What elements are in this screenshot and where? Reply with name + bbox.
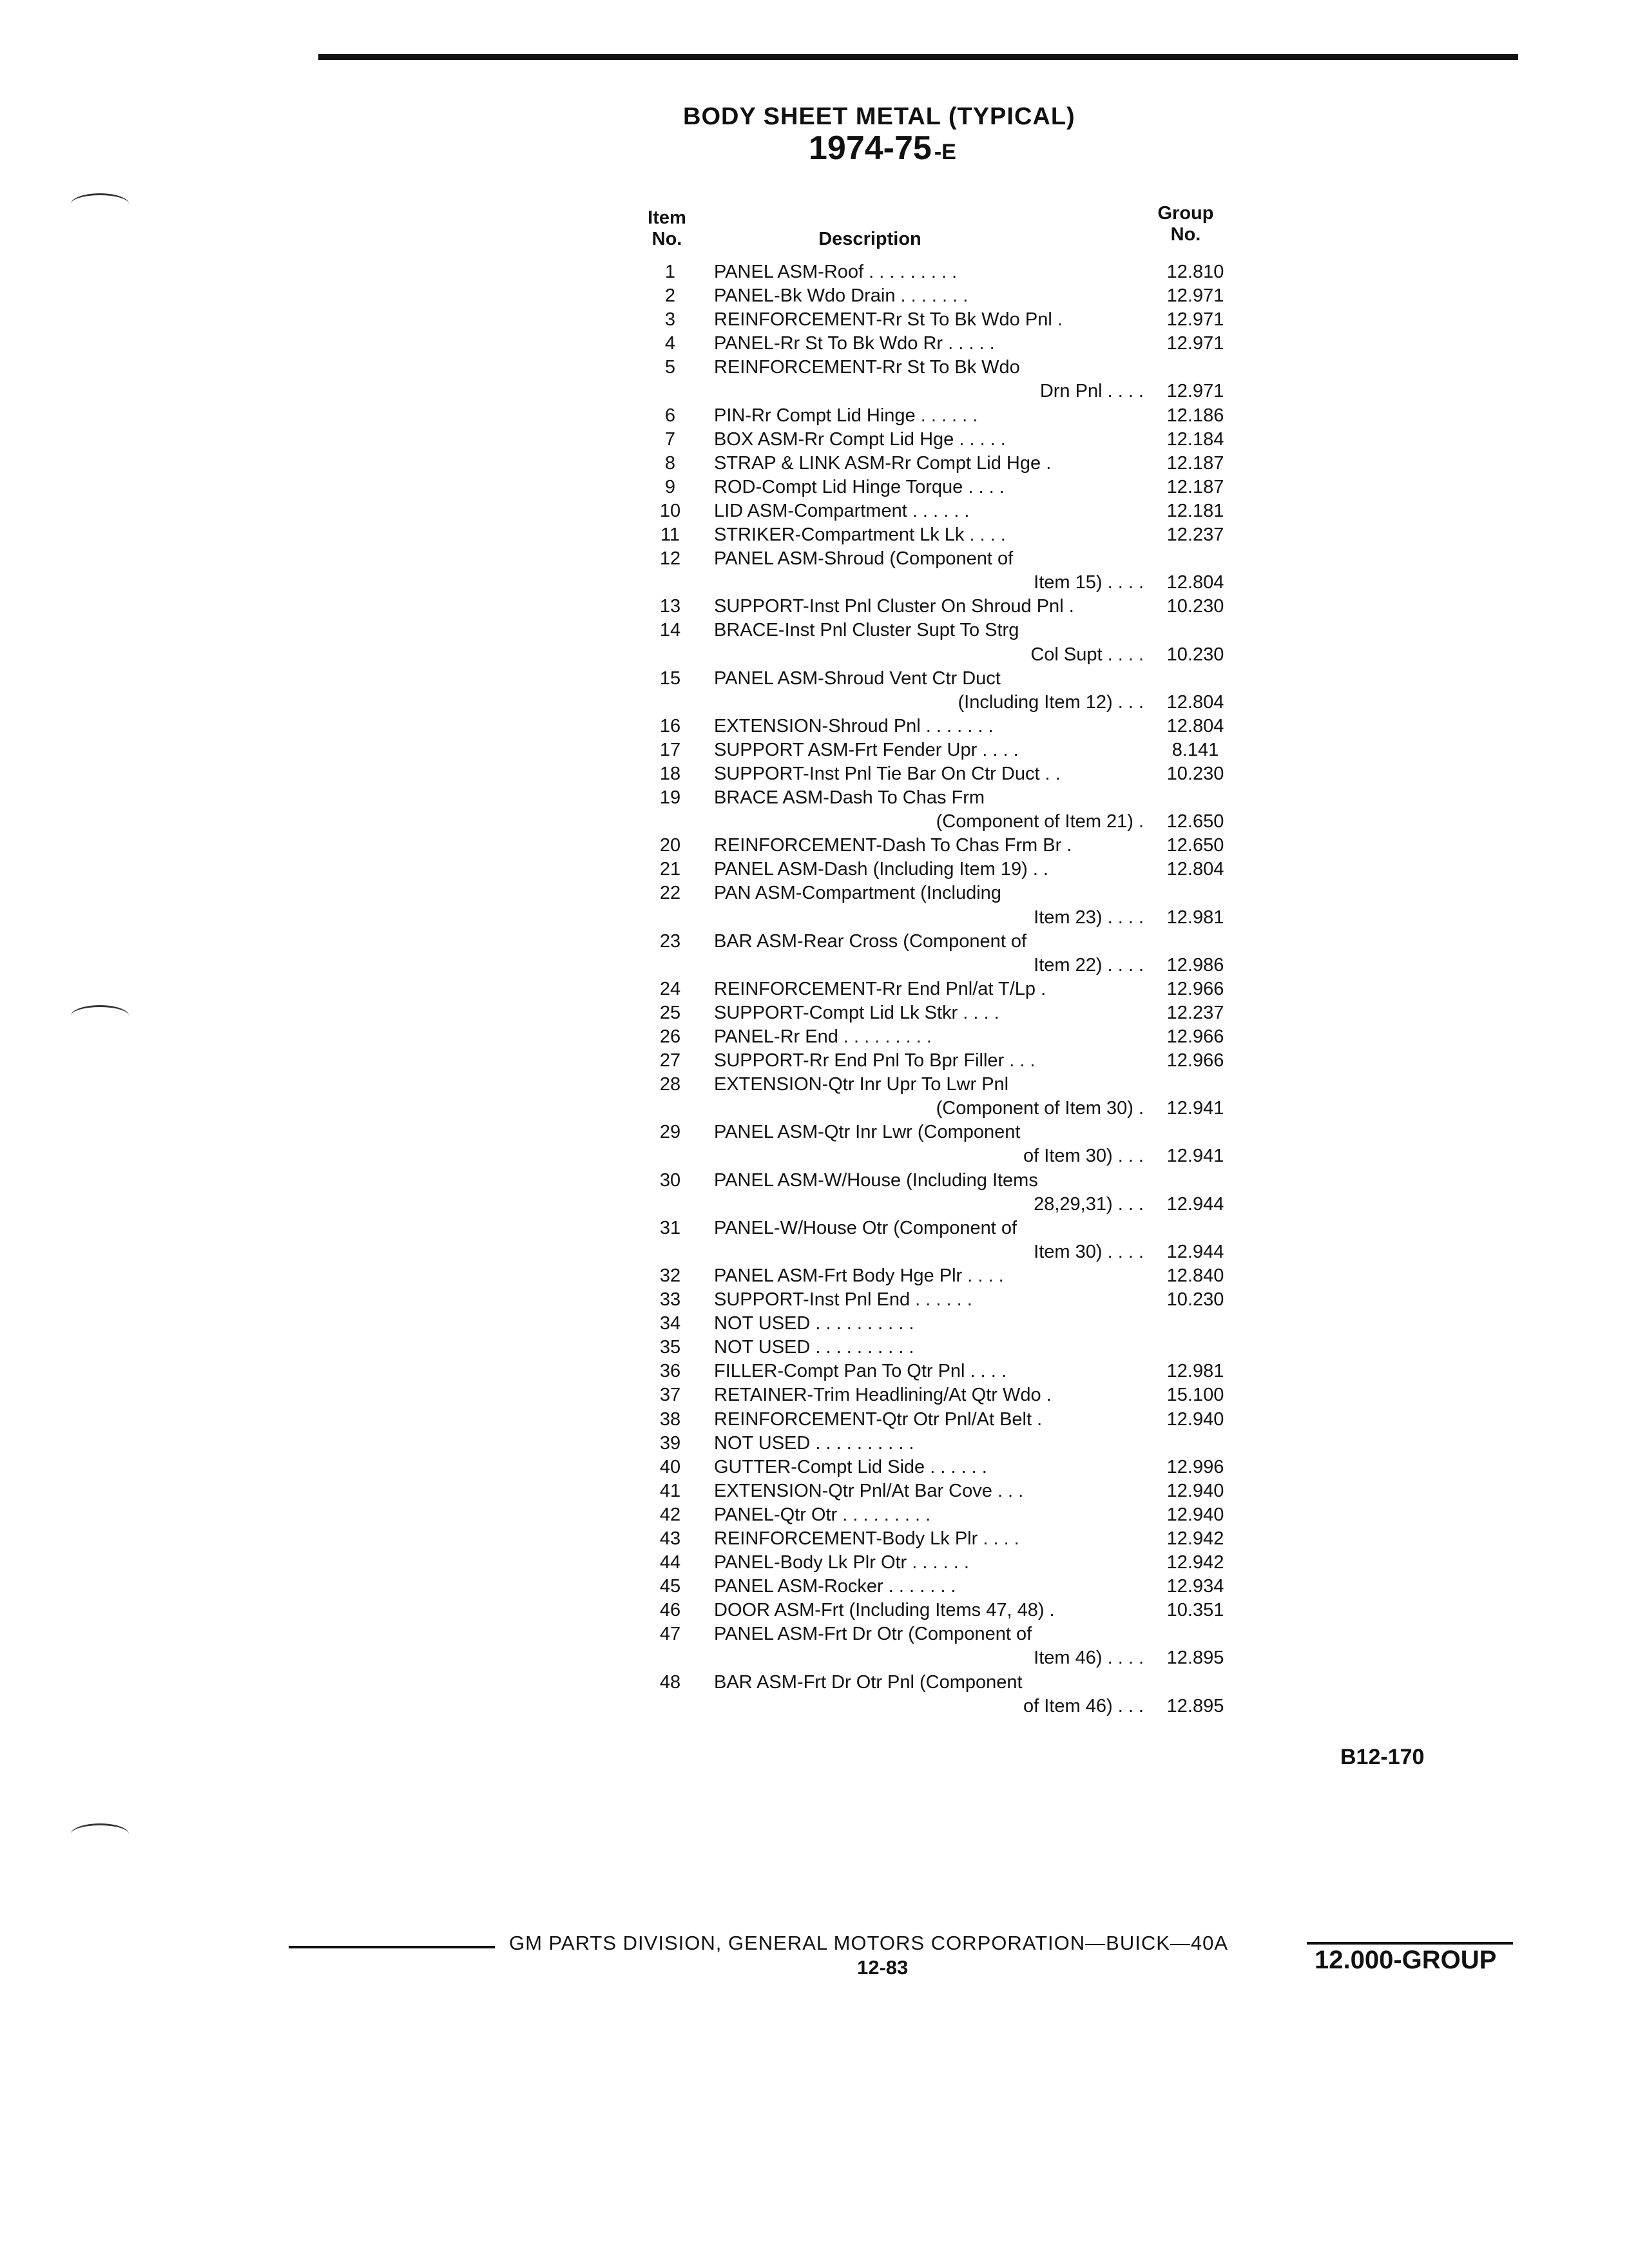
item-description: PANEL ASM-Frt Dr Otr (Component of bbox=[714, 1624, 1032, 1645]
item-number: 47 bbox=[659, 1624, 681, 1645]
list-item bbox=[644, 691, 1263, 715]
group-number: 12.966 bbox=[1166, 978, 1224, 999]
item-description: PANEL-Rr End . . . . . . . . . bbox=[714, 1026, 932, 1047]
group-number: 12.237 bbox=[1166, 1002, 1224, 1023]
list-item bbox=[644, 1240, 1263, 1264]
item-number: 36 bbox=[659, 1361, 681, 1382]
group-number: 12.940 bbox=[1166, 1504, 1224, 1525]
group-number: 12.181 bbox=[1166, 500, 1224, 521]
group-number: 12.804 bbox=[1166, 691, 1224, 713]
list-item bbox=[644, 738, 1263, 762]
item-description: NOT USED . . . . . . . . . . bbox=[714, 1313, 914, 1334]
item-number: 6 bbox=[664, 405, 676, 426]
item-number: 12 bbox=[659, 548, 681, 570]
item-description: of Item 30) . . . bbox=[1023, 1146, 1144, 1167]
list-item bbox=[644, 1001, 1263, 1025]
item-description: (Component of Item 21) . bbox=[936, 811, 1144, 832]
item-description: EXTENSION-Qtr Pnl/At Bar Cove . . . bbox=[714, 1480, 1024, 1501]
item-number: 15 bbox=[659, 668, 681, 689]
item-number: 44 bbox=[659, 1552, 681, 1573]
item-number: 48 bbox=[659, 1671, 681, 1693]
list-item bbox=[644, 1360, 1263, 1383]
list-item bbox=[644, 881, 1263, 905]
item-number: 28 bbox=[659, 1074, 681, 1095]
list-item bbox=[644, 428, 1263, 452]
item-description: PAN ASM-Compartment (Including bbox=[714, 883, 1001, 904]
list-item bbox=[644, 906, 1263, 930]
group-number: 12.650 bbox=[1166, 835, 1224, 856]
item-description: NOT USED . . . . . . . . . . bbox=[714, 1432, 914, 1454]
item-number: 16 bbox=[659, 715, 681, 736]
item-description: Col Supt . . . . bbox=[1030, 644, 1144, 665]
group-number: 12.942 bbox=[1166, 1552, 1224, 1573]
list-item bbox=[644, 1120, 1263, 1144]
item-number: 22 bbox=[659, 883, 681, 904]
item-no-header: Item No. bbox=[648, 207, 686, 249]
item-number: 8 bbox=[664, 452, 676, 474]
group-number: 12.981 bbox=[1166, 907, 1224, 928]
item-number: 5 bbox=[664, 357, 676, 378]
list-item bbox=[644, 1432, 1263, 1456]
item-number: 13 bbox=[659, 596, 681, 617]
item-description: REINFORCEMENT-Qtr Otr Pnl/At Belt . bbox=[714, 1408, 1043, 1430]
item-description: 28,29,31) . . . bbox=[1034, 1193, 1144, 1215]
page-title: BODY SHEET METAL (TYPICAL) bbox=[683, 103, 1075, 130]
item-description: SUPPORT-Compt Lid Lk Stkr . . . . bbox=[714, 1002, 999, 1023]
list-item bbox=[644, 1288, 1263, 1312]
list-item bbox=[644, 1144, 1263, 1168]
group-number: 12.981 bbox=[1166, 1361, 1224, 1382]
item-description: PANEL ASM-W/House (Including Items bbox=[714, 1169, 1038, 1191]
group-number: 12.184 bbox=[1166, 428, 1224, 450]
item-number: 7 bbox=[664, 428, 676, 450]
footer-rule-right bbox=[1307, 1942, 1513, 1945]
item-description: SUPPORT-Inst Pnl Cluster On Shroud Pnl . bbox=[714, 596, 1074, 617]
list-item bbox=[644, 332, 1263, 356]
item-description: PANEL-Qtr Otr . . . . . . . . . bbox=[714, 1504, 931, 1525]
item-description: BAR ASM-Frt Dr Otr Pnl (Component bbox=[714, 1671, 1023, 1693]
group-number: 12.186 bbox=[1166, 405, 1224, 426]
list-item bbox=[644, 1216, 1263, 1240]
subtitle-suffix: -E bbox=[934, 140, 956, 164]
item-description: Item 46) . . . . bbox=[1034, 1648, 1144, 1669]
item-description: PANEL ASM-Roof . . . . . . . . . bbox=[714, 262, 958, 282]
list-item bbox=[644, 1025, 1263, 1049]
item-number: 11 bbox=[660, 524, 680, 546]
group-number: 12.944 bbox=[1166, 1241, 1224, 1262]
item-description: SUPPORT-Inst Pnl End . . . . . . bbox=[714, 1289, 972, 1311]
list-item bbox=[644, 667, 1263, 691]
item-number: 10 bbox=[659, 500, 681, 521]
item-description: Item 22) . . . . bbox=[1034, 954, 1144, 975]
footer-rule-left bbox=[289, 1946, 495, 1948]
group-number: 10.230 bbox=[1166, 763, 1224, 784]
group-number: 12.187 bbox=[1166, 452, 1224, 474]
group-number: 12.971 bbox=[1166, 309, 1224, 331]
item-description: BAR ASM-Rear Cross (Component of bbox=[714, 930, 1027, 952]
item-number: 3 bbox=[664, 309, 676, 331]
group-number: 12.810 bbox=[1166, 262, 1224, 282]
group-number: 12.940 bbox=[1166, 1408, 1224, 1430]
list-item bbox=[644, 834, 1263, 858]
list-item bbox=[644, 643, 1263, 667]
list-item bbox=[644, 523, 1263, 547]
item-description: STRIKER-Compartment Lk Lk . . . . bbox=[714, 524, 1006, 546]
item-number: 2 bbox=[664, 285, 676, 307]
group-number: 12.986 bbox=[1166, 954, 1224, 975]
list-item bbox=[644, 1049, 1263, 1073]
binder-mark bbox=[71, 1005, 129, 1026]
item-number: 33 bbox=[659, 1289, 681, 1311]
item-description: RETAINER-Trim Headlining/At Qtr Wdo . bbox=[714, 1385, 1052, 1406]
item-description: PANEL-Rr St To Bk Wdo Rr . . . . . bbox=[714, 333, 995, 354]
list-item bbox=[644, 1193, 1263, 1216]
item-description: BOX ASM-Rr Compt Lid Hge . . . . . bbox=[714, 428, 1006, 450]
item-description: REINFORCEMENT-Dash To Chas Frm Br . bbox=[714, 835, 1072, 856]
list-item bbox=[644, 284, 1263, 308]
group-number: 12.804 bbox=[1166, 859, 1224, 880]
list-item bbox=[644, 1097, 1263, 1120]
item-description: GUTTER-Compt Lid Side . . . . . . bbox=[714, 1456, 987, 1477]
item-description: NOT USED . . . . . . . . . . bbox=[714, 1337, 914, 1358]
list-item bbox=[644, 1503, 1263, 1527]
year-range: 1974-75 bbox=[809, 130, 932, 167]
item-number: 39 bbox=[659, 1432, 681, 1454]
item-number: 27 bbox=[659, 1050, 681, 1072]
item-description: PANEL ASM-Shroud Vent Ctr Duct bbox=[714, 668, 1001, 689]
group-number: 12.650 bbox=[1166, 811, 1224, 832]
group-number: 12.804 bbox=[1166, 572, 1224, 593]
list-item bbox=[644, 1599, 1263, 1622]
item-description: (Including Item 12) . . . bbox=[958, 691, 1144, 713]
list-item bbox=[644, 1646, 1263, 1670]
item-description: Item 30) . . . . bbox=[1034, 1241, 1144, 1262]
top-rule bbox=[318, 54, 1518, 60]
list-item bbox=[644, 547, 1263, 571]
list-item bbox=[644, 1479, 1263, 1503]
item-description: PANEL ASM-Dash (Including Item 19) . . bbox=[714, 859, 1048, 880]
list-item bbox=[644, 977, 1263, 1001]
list-item bbox=[644, 619, 1263, 642]
group-number: 8.141 bbox=[1171, 739, 1219, 760]
list-item bbox=[644, 499, 1263, 523]
item-number: 26 bbox=[659, 1026, 681, 1047]
item-description: DOOR ASM-Frt (Including Items 47, 48) . bbox=[714, 1600, 1055, 1621]
item-description: SUPPORT-Rr End Pnl To Bpr Filler . . . bbox=[714, 1050, 1036, 1072]
item-description: BRACE-Inst Pnl Cluster Supt To Strg bbox=[714, 620, 1019, 641]
group-label: 12.000-GROUP bbox=[1315, 1946, 1497, 1974]
item-number: 34 bbox=[659, 1313, 681, 1334]
list-item bbox=[644, 404, 1263, 428]
item-number: 24 bbox=[659, 978, 681, 999]
list-item bbox=[644, 1622, 1263, 1646]
group-number: 12.941 bbox=[1166, 1098, 1224, 1119]
list-item bbox=[644, 1408, 1263, 1432]
illustration-code: B12-170 bbox=[1340, 1745, 1425, 1769]
list-item bbox=[644, 1527, 1263, 1551]
group-number: 12.940 bbox=[1166, 1480, 1224, 1501]
item-number: 38 bbox=[659, 1408, 681, 1430]
list-item bbox=[644, 786, 1263, 810]
item-number: 25 bbox=[659, 1002, 681, 1023]
list-item bbox=[644, 1073, 1263, 1097]
list-item bbox=[644, 1264, 1263, 1288]
group-number: 15.100 bbox=[1166, 1385, 1224, 1406]
item-description: PANEL ASM-Rocker . . . . . . . bbox=[714, 1576, 956, 1597]
list-item bbox=[644, 452, 1263, 476]
list-item bbox=[644, 1169, 1263, 1193]
group-number: 12.804 bbox=[1166, 715, 1224, 736]
item-number: 42 bbox=[659, 1504, 681, 1525]
item-number: 32 bbox=[659, 1265, 681, 1286]
list-item bbox=[644, 260, 1263, 284]
group-number: 10.351 bbox=[1166, 1600, 1224, 1621]
list-item bbox=[644, 1671, 1263, 1695]
group-number: 12.971 bbox=[1166, 333, 1224, 354]
list-item bbox=[644, 571, 1263, 595]
list-item bbox=[644, 715, 1263, 738]
item-number: 45 bbox=[659, 1576, 681, 1597]
item-description: Item 23) . . . . bbox=[1034, 907, 1144, 928]
item-description: PANEL ASM-Shroud (Component of bbox=[714, 548, 1014, 570]
item-description: PANEL-Bk Wdo Drain . . . . . . . bbox=[714, 285, 969, 307]
description-header: Description bbox=[818, 229, 921, 249]
group-number: 12.187 bbox=[1166, 476, 1224, 497]
item-description: FILLER-Compt Pan To Qtr Pnl . . . . bbox=[714, 1361, 1007, 1382]
item-description: ROD-Compt Lid Hinge Torque . . . . bbox=[714, 476, 1005, 497]
list-item bbox=[644, 1336, 1263, 1360]
list-item bbox=[644, 762, 1263, 786]
group-number: 12.895 bbox=[1166, 1648, 1224, 1669]
item-number: 41 bbox=[659, 1480, 681, 1501]
item-number: 30 bbox=[659, 1169, 681, 1191]
item-description: STRAP & LINK ASM-Rr Compt Lid Hge . bbox=[714, 452, 1052, 474]
group-no-header: Group No. bbox=[1157, 203, 1214, 245]
group-number: 12.966 bbox=[1166, 1026, 1224, 1047]
item-number: 19 bbox=[659, 787, 681, 809]
group-number: 12.944 bbox=[1166, 1193, 1224, 1215]
page-number: 12-83 bbox=[857, 1956, 909, 1979]
item-number: 9 bbox=[664, 476, 676, 497]
footer-text: GM PARTS DIVISION, GENERAL MOTORS CORPORATION—BUICK—40A bbox=[509, 1932, 1229, 1954]
item-number: 40 bbox=[659, 1456, 681, 1477]
item-number: 29 bbox=[659, 1122, 681, 1143]
item-number: 31 bbox=[659, 1217, 681, 1238]
group-number: 12.934 bbox=[1166, 1576, 1224, 1597]
item-number: 35 bbox=[659, 1337, 681, 1358]
list-item bbox=[644, 1575, 1263, 1599]
item-number: 4 bbox=[664, 333, 676, 354]
page-subtitle bbox=[809, 129, 956, 168]
binder-mark bbox=[71, 193, 129, 215]
group-number: 10.230 bbox=[1166, 644, 1224, 665]
list-item bbox=[644, 308, 1263, 332]
item-number: 20 bbox=[659, 835, 681, 856]
group-number: 12.840 bbox=[1166, 1265, 1224, 1286]
item-description: BRACE ASM-Dash To Chas Frm bbox=[714, 787, 985, 809]
list-item bbox=[644, 810, 1263, 834]
item-number: 17 bbox=[659, 739, 681, 760]
parts-list bbox=[644, 260, 1263, 1718]
item-description: Drn Pnl . . . . bbox=[1039, 381, 1144, 402]
list-item bbox=[644, 858, 1263, 881]
item-description: EXTENSION-Qtr Inr Upr To Lwr Pnl bbox=[714, 1074, 1009, 1095]
item-number: 1 bbox=[664, 262, 676, 282]
item-description: PIN-Rr Compt Lid Hinge . . . . . . bbox=[714, 405, 978, 426]
list-item bbox=[644, 1383, 1263, 1407]
item-description: REINFORCEMENT-Rr St To Bk Wdo Pnl . bbox=[714, 309, 1063, 331]
group-number: 12.895 bbox=[1166, 1695, 1224, 1716]
item-number: 43 bbox=[659, 1528, 681, 1549]
item-description: SUPPORT-Inst Pnl Tie Bar On Ctr Duct . . bbox=[714, 763, 1061, 784]
list-item bbox=[644, 1312, 1263, 1336]
group-number: 12.996 bbox=[1166, 1456, 1224, 1477]
list-item bbox=[644, 595, 1263, 619]
item-description: SUPPORT ASM-Frt Fender Upr . . . . bbox=[714, 739, 1019, 760]
item-description: REINFORCEMENT-Body Lk Plr . . . . bbox=[714, 1528, 1019, 1549]
list-item bbox=[644, 476, 1263, 499]
item-description: PANEL-Body Lk Plr Otr . . . . . . bbox=[714, 1552, 969, 1573]
group-number: 12.966 bbox=[1166, 1050, 1224, 1072]
list-item bbox=[644, 380, 1263, 403]
group-number: 12.237 bbox=[1166, 524, 1224, 546]
item-description: REINFORCEMENT-Rr End Pnl/at T/Lp . bbox=[714, 978, 1046, 999]
item-number: 23 bbox=[659, 930, 681, 952]
item-description: (Component of Item 30) . bbox=[936, 1098, 1144, 1119]
list-item bbox=[644, 1551, 1263, 1575]
list-item bbox=[644, 1456, 1263, 1479]
item-number: 14 bbox=[659, 620, 681, 641]
group-number: 12.941 bbox=[1166, 1146, 1224, 1167]
item-number: 46 bbox=[659, 1600, 681, 1621]
item-description: Item 15) . . . . bbox=[1034, 572, 1144, 593]
item-description: PANEL ASM-Frt Body Hge Plr . . . . bbox=[714, 1265, 1004, 1286]
item-description: PANEL ASM-Qtr Inr Lwr (Component bbox=[714, 1122, 1021, 1143]
item-number: 21 bbox=[659, 859, 681, 880]
list-item bbox=[644, 356, 1263, 380]
group-number: 12.971 bbox=[1166, 381, 1224, 402]
item-number: 18 bbox=[659, 763, 681, 784]
item-description: EXTENSION-Shroud Pnl . . . . . . . bbox=[714, 715, 994, 736]
item-description: LID ASM-Compartment . . . . . . bbox=[714, 500, 970, 521]
item-number: 37 bbox=[659, 1385, 681, 1406]
item-description: PANEL-W/House Otr (Component of bbox=[714, 1217, 1017, 1238]
item-description: of Item 46) . . . bbox=[1023, 1695, 1144, 1716]
list-item bbox=[644, 1695, 1263, 1718]
list-item bbox=[644, 954, 1263, 977]
group-number: 10.230 bbox=[1166, 596, 1224, 617]
group-number: 12.942 bbox=[1166, 1528, 1224, 1549]
item-description: REINFORCEMENT-Rr St To Bk Wdo bbox=[714, 357, 1020, 378]
group-number: 10.230 bbox=[1166, 1289, 1224, 1311]
group-number: 12.971 bbox=[1166, 285, 1224, 307]
binder-mark bbox=[71, 1823, 129, 1845]
list-item bbox=[644, 930, 1263, 954]
